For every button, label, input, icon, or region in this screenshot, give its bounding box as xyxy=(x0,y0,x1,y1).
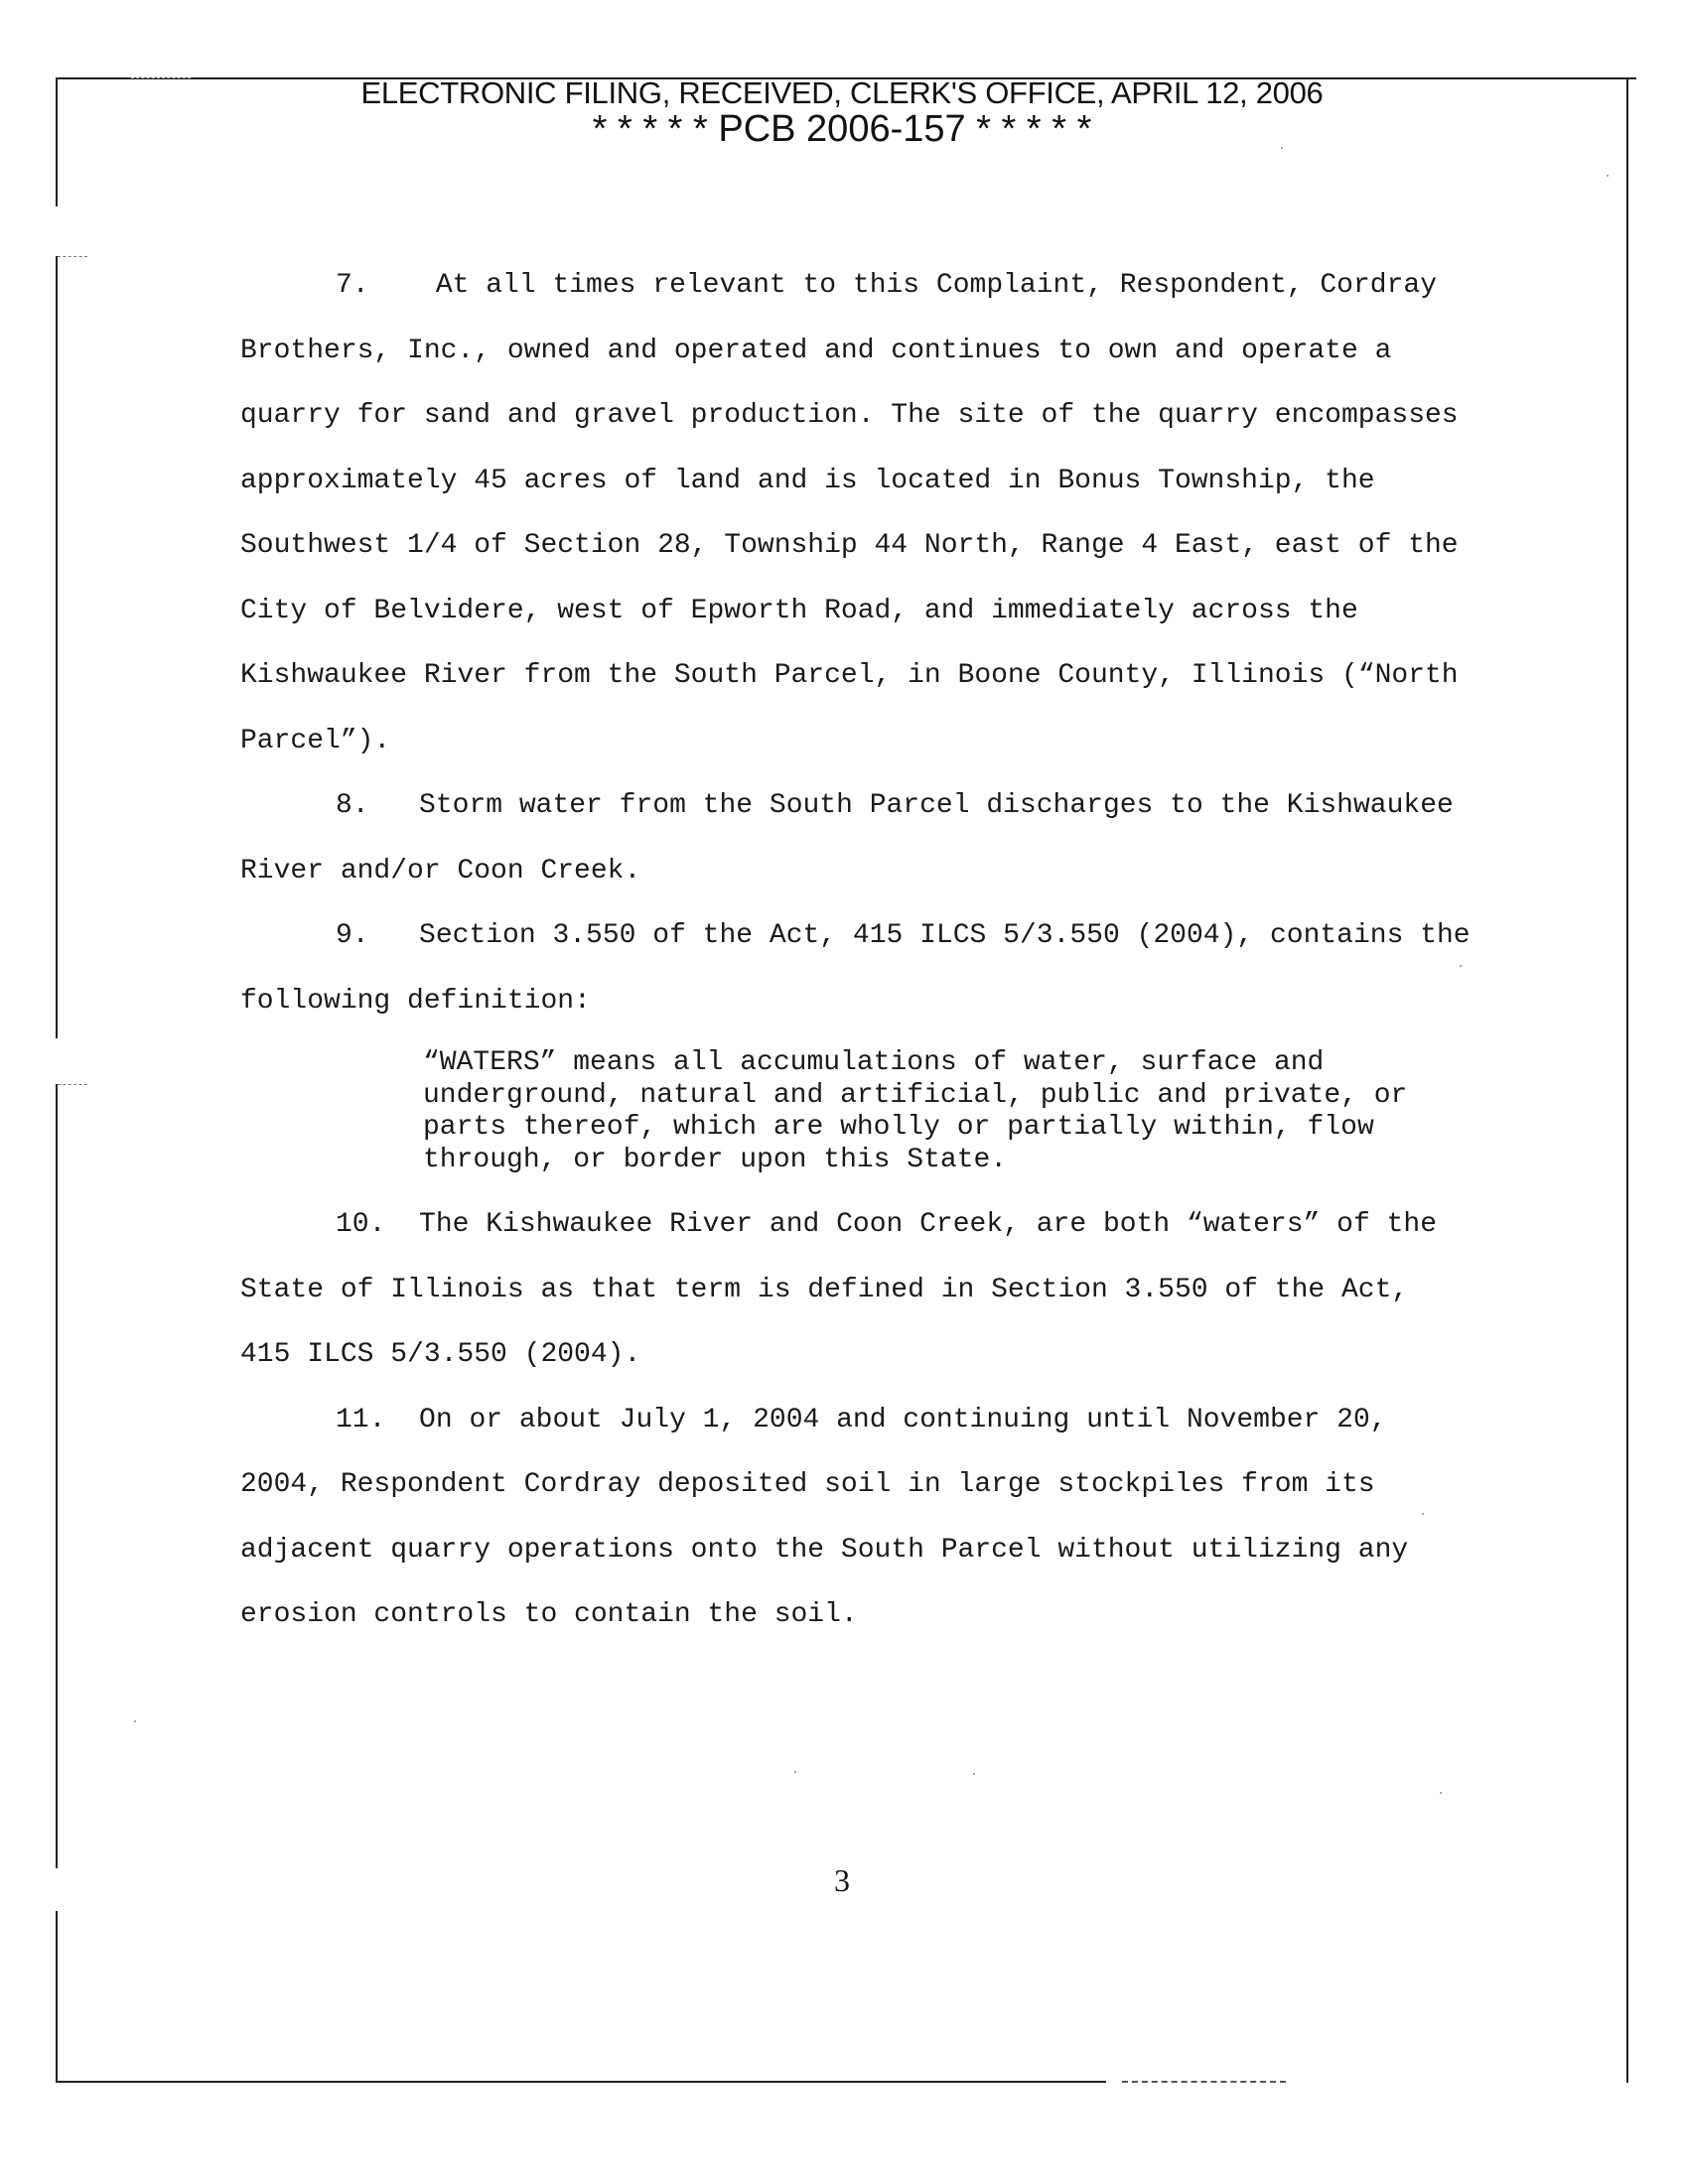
scan-border-right xyxy=(1626,77,1628,2083)
filing-stamp: ELECTRONIC FILING, RECEIVED, CLERK'S OFFICE, APRIL 12, 2006 xyxy=(360,75,1324,110)
paragraph-11 xyxy=(240,1388,1472,1648)
paragraph-number: 11. xyxy=(336,1404,386,1435)
paragraph-number: 9. xyxy=(336,920,369,951)
scan-border-left xyxy=(56,256,58,1038)
case-number: * * * * * PCB 2006-157 * * * * * xyxy=(592,108,1092,150)
scan-speck xyxy=(1460,965,1462,967)
filing-header xyxy=(0,75,1684,149)
scan-speck xyxy=(1607,175,1609,177)
scan-speck xyxy=(1422,1513,1424,1515)
paragraph-text: The Kishwaukee River and Coon Creek, are both “waters” of the State of Illinois as that term is defined in Section 3.550 of the Act, 415 ILCS 5/3.550 (2004). xyxy=(240,1209,1437,1370)
document-body xyxy=(240,253,1472,1648)
paragraph-text: At all times relevant to this Complaint, Respondent, Cordray Brothers, Inc., owned and operated and continues to own and operate a quarry for sand and gravel production. The site of the quarry encompasses approximately 45 acres of land and is located in Bonus Township, the Southwest 1/4 of Section 28, Township 44 North, Range 4 East, east of the City of Belvidere, west of Epworth Road, and immediately across the Kishwaukee River from the South Parcel, in Boone County, Illinois (“North Parcel”). xyxy=(240,270,1459,756)
paragraph-number: 10. xyxy=(336,1209,386,1240)
scan-border-left xyxy=(56,1911,58,2082)
page-number: 3 xyxy=(834,1862,850,1898)
scan-speck xyxy=(1440,1792,1442,1794)
paragraph-9 xyxy=(240,903,1472,1033)
paragraph-text: Section 3.550 of the Act, 415 ILCS 5/3.550 (2004), contains the following definition: xyxy=(240,920,1471,1017)
paragraph-number: 8. xyxy=(336,790,369,821)
scan-speck xyxy=(134,1720,136,1722)
paragraph-number: 7. xyxy=(336,270,369,301)
scan-border-bottom-dashed xyxy=(1122,2081,1286,2083)
paragraph-text: On or about July 1, 2004 and continuing until November 20, 2004, Respondent Cordray deposited soil in large stockpiles from its adjacent quarry operations onto the South Parcel without utilizing any erosion controls to contain the soil. xyxy=(240,1404,1409,1630)
scan-speck xyxy=(1281,147,1283,149)
scan-border-left xyxy=(56,1084,58,1868)
scan-mark xyxy=(58,256,87,257)
scan-speck xyxy=(973,1773,975,1775)
paragraph-8 xyxy=(240,773,1472,903)
paragraph-text: Storm water from the South Parcel discharges to the Kishwaukee River and/or Coon Creek. xyxy=(240,790,1454,887)
paragraph-10 xyxy=(240,1192,1472,1388)
paragraph-7 xyxy=(240,253,1472,773)
statutory-definition-quote: “WATERS” means all accumulations of water, surface and underground, natural and artificial, public and private, or parts thereof, which are wholly or partially within, flow through, or border upon this State. xyxy=(423,1047,1408,1175)
scan-border-bottom xyxy=(56,2081,1106,2083)
scan-speck xyxy=(794,1771,796,1773)
scan-mark xyxy=(58,1084,87,1085)
